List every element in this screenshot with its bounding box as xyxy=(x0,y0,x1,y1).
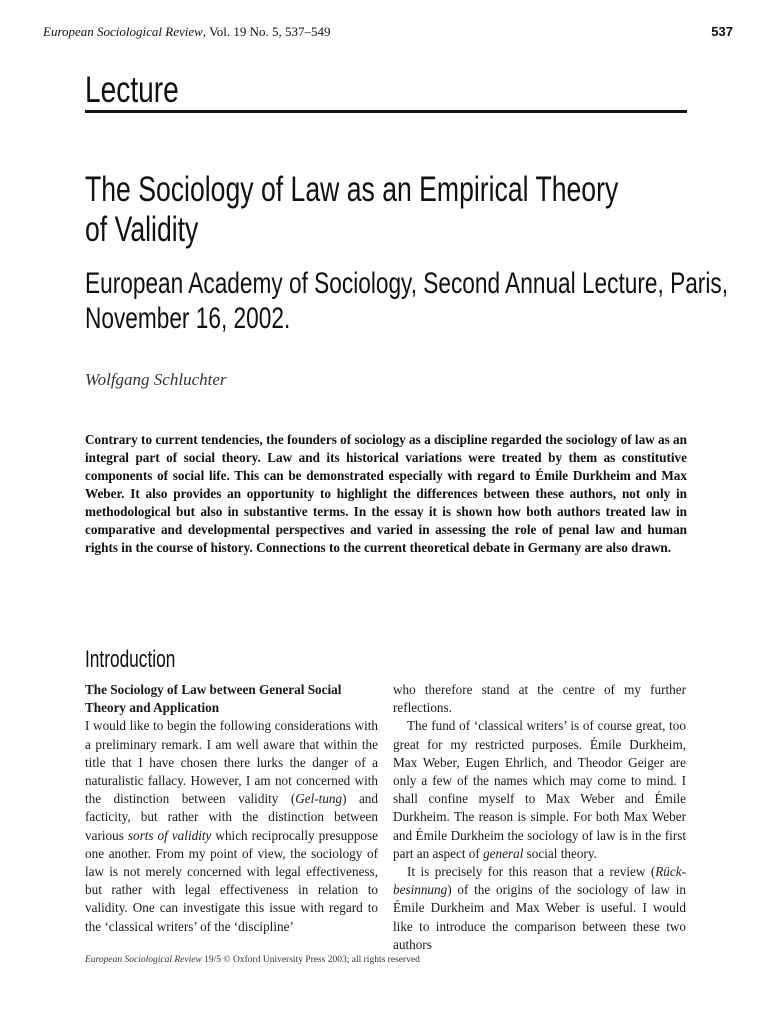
introduction-heading-text: Introduction xyxy=(85,646,176,673)
section-label xyxy=(85,68,208,112)
subtitle-line-2: November 16, 2002. xyxy=(85,302,291,335)
volume-issue-pages: , Vol. 19 No. 5, 537–549 xyxy=(202,24,331,39)
right-paragraph-3: It is precisely for this reason that a review (Rück-besinnung) of the origins of the sociology of law in Émile Durkheim and Max Weber is useful. I would like to introduce the comparison between these two authors xyxy=(393,864,686,952)
author-name: Wolfgang Schluchter xyxy=(85,370,227,389)
article-subtitle xyxy=(85,266,768,336)
footer-rights: 19/5 © Oxford University Press 2003; all rights reserved xyxy=(201,955,420,965)
right-column xyxy=(393,681,686,954)
subtitle-line-1: European Academy of Sociology, Second Annual Lecture, Paris, xyxy=(85,267,729,300)
article-title xyxy=(85,170,768,250)
introduction-heading xyxy=(85,646,210,674)
section-rule xyxy=(85,110,687,113)
subsection-heading: The Sociology of Law between General Social Theory and Application xyxy=(85,682,342,716)
left-column xyxy=(85,681,378,936)
title-line-2: of Validity xyxy=(85,210,199,249)
abstract: Contrary to current tendencies, the founders of sociology as a discipline regarded the sociology of law as an integral part of social theory. Law and its historical variations were treated by them as constitutive components of social life. This can be demonstrated especially with regard to Émile Durkheim and Max Weber. It also provides an opportunity to highlight the differences between these authors, not only in methodological but also in substantive terms. In the essay it is shown how both authors treated law in comparative and developmental perspectives and varied in assessing the role of penal law and human rights in the course of history. Connections to the current theoretical debate in Germany are also drawn. xyxy=(85,432,687,555)
section-label-text: Lecture xyxy=(85,69,179,110)
right-paragraph-1: who therefore stand at the centre of my further reflections. xyxy=(393,682,686,716)
journal-name: European Sociological Review xyxy=(43,24,203,39)
page-number: 537 xyxy=(711,24,733,39)
running-head xyxy=(43,22,733,42)
footer-journal: European Sociological Review xyxy=(85,955,202,965)
copyright-footer xyxy=(85,955,420,965)
title-line-1: The Sociology of Law as an Empirical Theory xyxy=(85,170,619,209)
right-paragraph-2: The fund of ‘classical writers’ is of course great, too great for my restricted purposes. Émile Durkheim, Max Weber, Eugen Ehrlich, and Theodor Geiger are only a few of the names which may come to mind. I shall confine myself to Max Weber and Émile Durkheim. The reason is simple. For both Max Weber and Émile Durkheim the sociology of law is in the first part an aspect of general social theory. xyxy=(393,718,686,861)
left-paragraph: I would like to begin the following considerations with a preliminary remark. I am well aware that within the title that I have chosen there lurks the danger of a naturalistic fallacy. However, I am not concerned with the distinction between validity (Gel-tung) and facticity, but rather with the distinction between various sorts of validity which reciprocally presuppose one another. From my point of view, the sociology of law is not merely concerned with legal effectiveness, but rather with legal effectiveness in relation to validity. One can investigate this issue with regard to the ‘classical writers’ of the ‘discipline’ xyxy=(85,718,379,934)
